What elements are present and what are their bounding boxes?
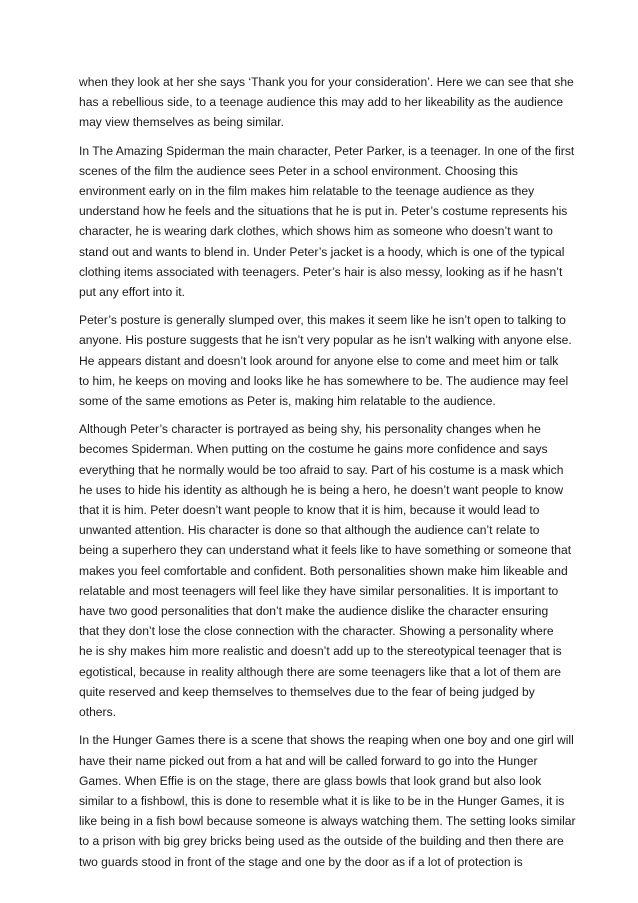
text-line: understand how he feels and the situations that he is put in. Peter’s costume represents his: [79, 204, 568, 219]
text-line: relatable and most teenagers will feel like they have similar personalities. It is important to: [79, 583, 559, 598]
text-line: egotistical, because in reality although there are some teenagers like that a lot of them are: [79, 664, 562, 679]
text-line: he uses to hide his identity as although he is being a hero, he doesn’t want people to know: [79, 482, 564, 497]
text-line: have two good personalities that don’t make the audience dislike the character ensuring: [79, 604, 549, 619]
text-line: that they don’t lose the close connection with the character. Showing a personality where: [79, 624, 554, 639]
text-line: when they look at her she says ‘Thank you for your consideration’. Here we can see that she: [79, 75, 574, 89]
text-line: has a rebellious side, to a teenage audience this may add to her likeability as the audience: [79, 95, 564, 110]
text-line: some of the same emotions as Peter is, making him relatable to the audience.: [79, 394, 496, 409]
text-line: In the Hunger Games there is a scene that shows the reaping when one boy and one girl will: [79, 733, 574, 748]
text-line: have their name picked out from a hat and will be called forward to go into the Hunger: [79, 753, 538, 768]
text-line: to a prison with big grey bricks being used as the outside of the building and then there are: [79, 834, 564, 849]
text-line: unwanted attention. His character is done so that although the audience can’t relate to: [79, 523, 540, 538]
paragraph: [79, 730, 580, 871]
text-line: Peter’s posture is generally slumped over, this makes it seem like he isn’t open to talking to: [79, 313, 566, 328]
text-line: In The Amazing Spiderman the main character, Peter Parker, is a teenager. In one of the first: [79, 143, 575, 158]
text-line: everything that he normally would be too afraid to say. Part of his costume is a mask which: [79, 462, 564, 477]
text-line: environment early on in the film makes him relatable to the teenage audience as they: [79, 184, 535, 199]
text-line: like being in a fish bowl because someone is always watching them. The setting looks similar: [79, 814, 576, 829]
text-line: put any effort into it.: [79, 285, 185, 300]
text-line: He appears distant and doesn’t look around for anyone else to come and meet him or talk: [79, 353, 559, 368]
text-line: becomes Spiderman. When putting on the costume he gains more confidence and says: [79, 442, 548, 457]
text-line: quite reserved and keep themselves to themselves due to the fear of being judged by: [79, 684, 535, 699]
text-line: that it is him. Peter doesn’t want people to know that it is him, because it would lead to: [79, 503, 540, 518]
text-line: stand out and wants to blend in. Under Peter’s jacket is a hoody, which is one of the typical: [79, 244, 565, 259]
text-line: character, he is wearing dark clothes, which shows him as someone who doesn’t want to: [79, 224, 553, 239]
text-line: similar to a fishbowl, this is done to resemble what it is like to be in the Hunger Games, it is: [79, 793, 565, 808]
text-line: two guards stood in front of the stage and one by the door as if a lot of protection is: [79, 854, 523, 869]
text-line: may view themselves as being similar.: [79, 115, 284, 130]
paragraph: [79, 310, 580, 411]
text-line: clothing items associated with teenagers. Peter’s hair is also messy, looking as if he hasn’t: [79, 264, 563, 279]
text-line: he is shy makes him more realistic and doesn’t add up to the stereotypical teenager that is: [79, 644, 562, 659]
text-line: others.: [79, 705, 116, 720]
text-line: being a superhero they can understand what it feels like to have something or someone that: [79, 543, 572, 558]
text-line: scenes of the film the audience sees Peter in a school environment. Choosing this: [79, 163, 518, 178]
text-line: makes you feel comfortable and confident. Both personalities shown make him likeable and: [79, 563, 568, 578]
text-line: anyone. His posture suggests that he isn’t very popular as he isn’t walking with anyone else.: [79, 333, 572, 348]
text-line: Although Peter’s character is portrayed as being shy, his personality changes when he: [79, 422, 541, 437]
text-line: Games. When Effie is on the stage, there are glass bowls that look grand but also look: [79, 773, 542, 788]
paragraph: [79, 72, 580, 133]
paragraph: [79, 141, 580, 303]
text-line: to him, he keeps on moving and looks like he has somewhere to be. The audience may feel: [79, 373, 569, 388]
paragraph: [79, 419, 580, 722]
